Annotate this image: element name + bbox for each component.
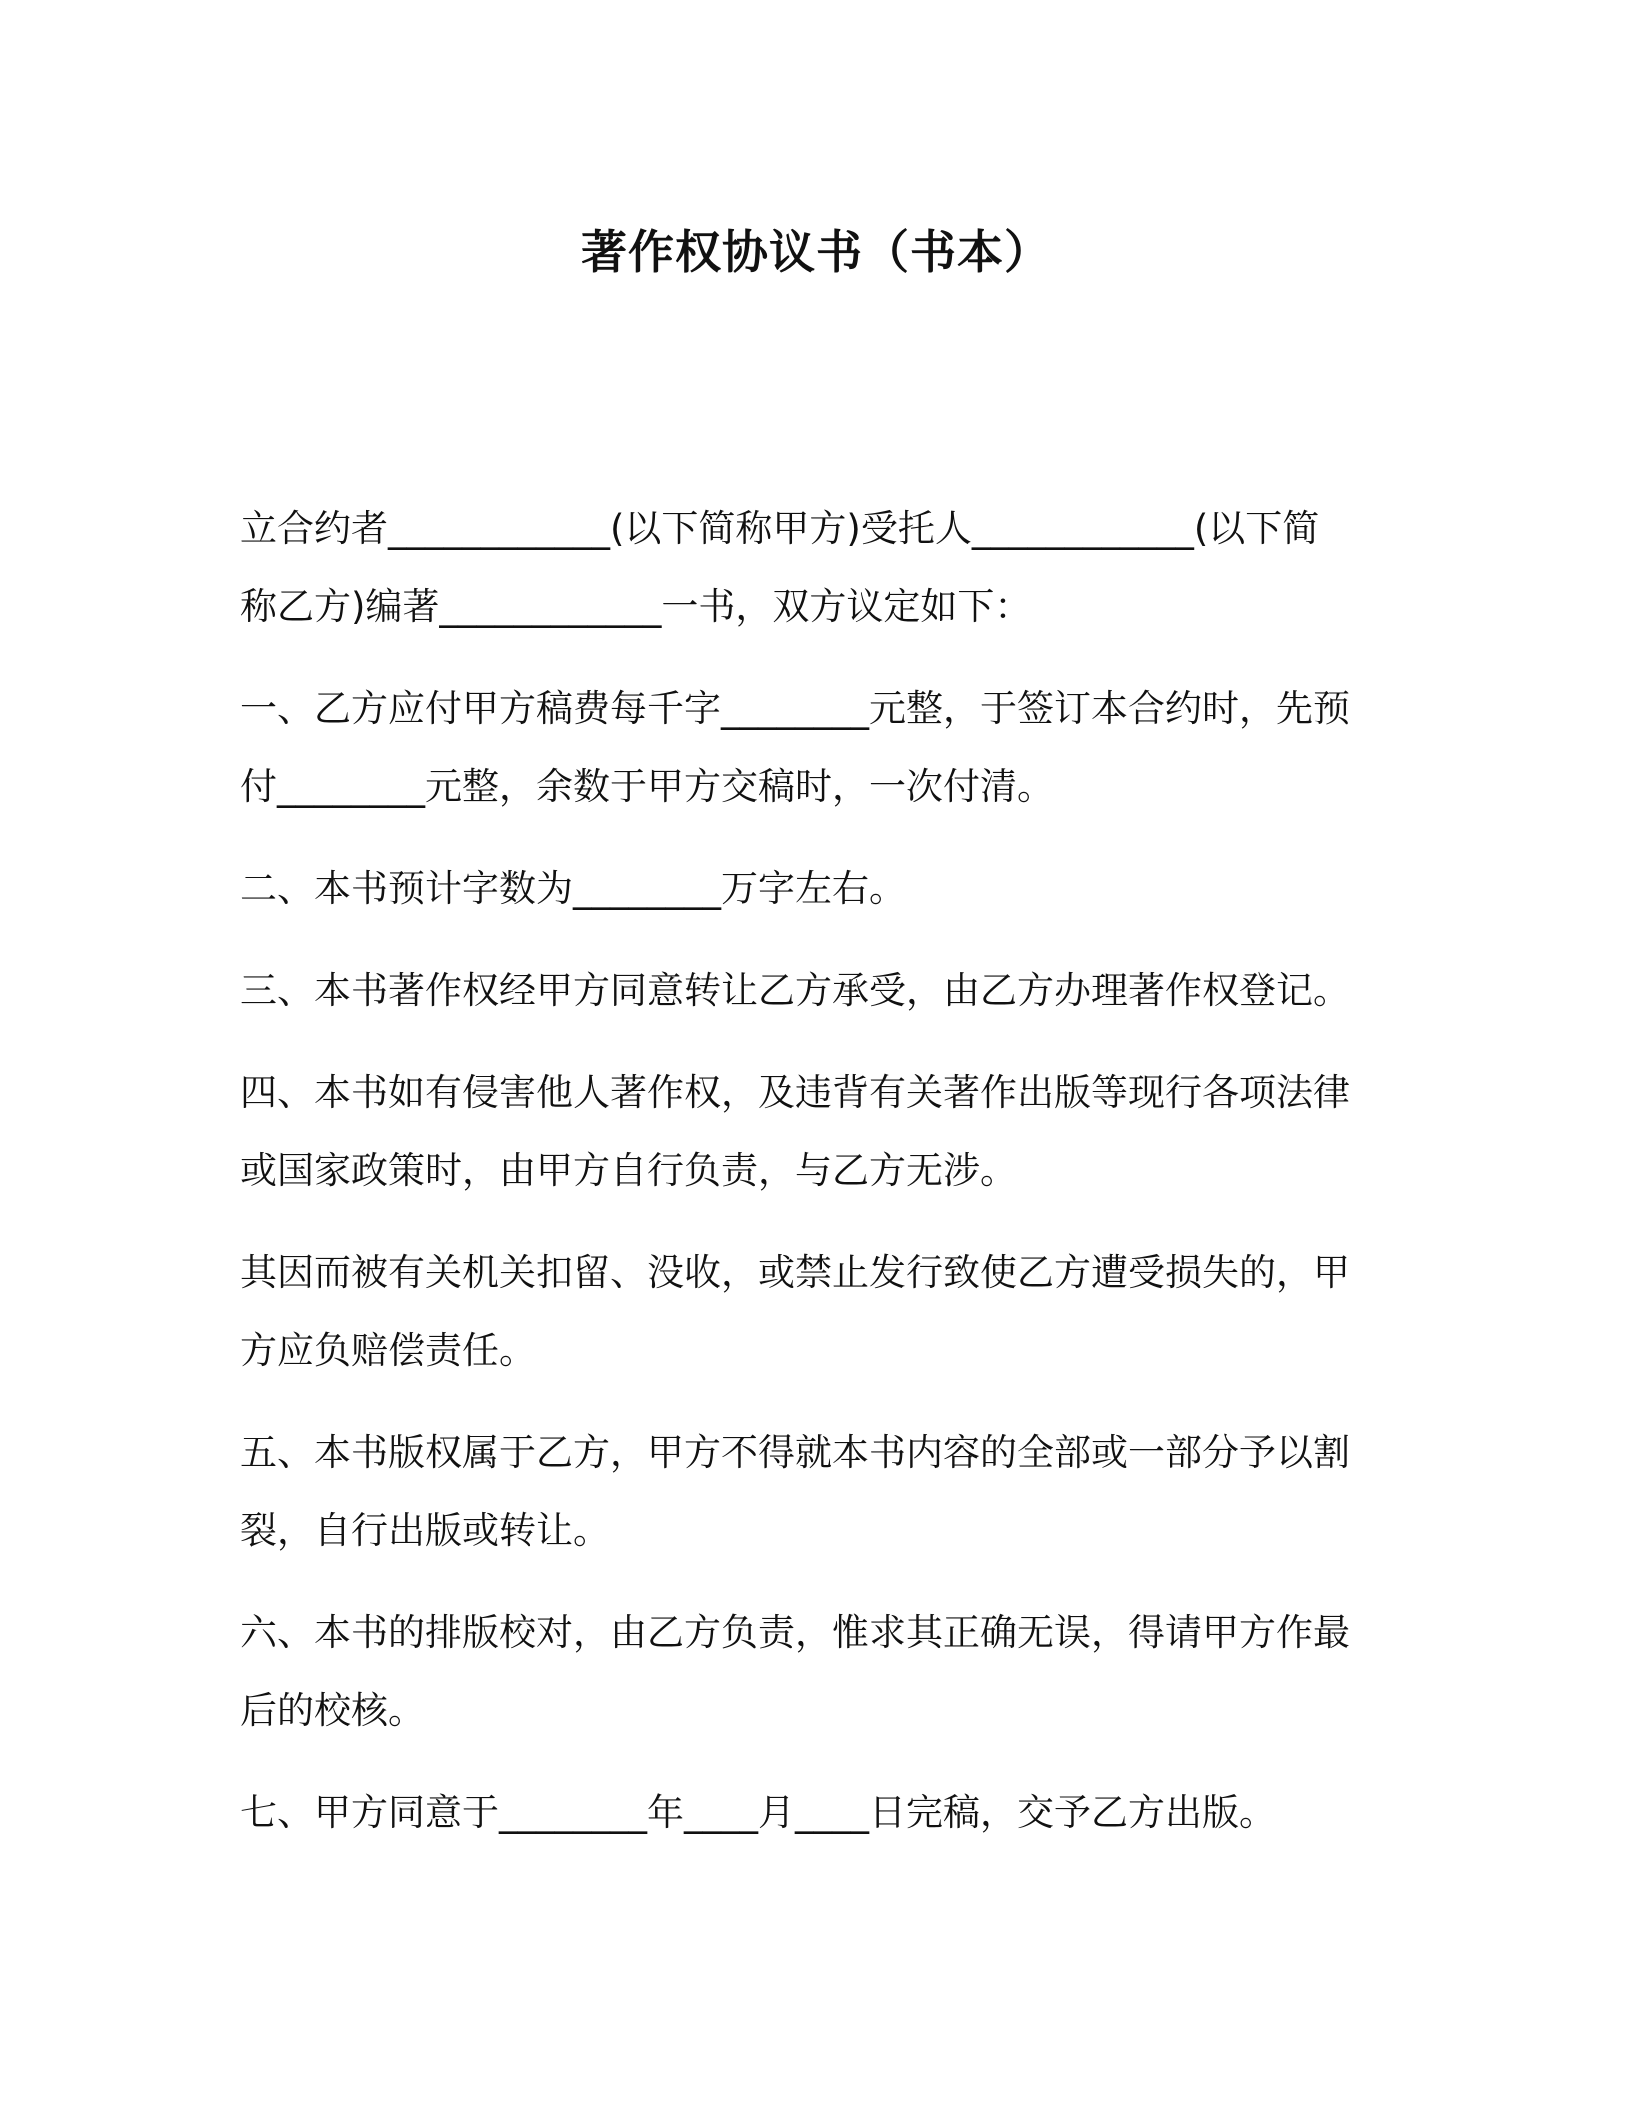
paragraph-clause-6 [240, 1594, 1400, 1750]
text-line: 五、本书版权属于乙方，甲方不得就本书内容的全部或一部分予以割 [240, 1431, 1350, 1474]
paragraph-preamble [240, 490, 1400, 646]
text-line: 一、乙方应付甲方稿费每千字________元整，于签订本合约时，先预 [240, 687, 1350, 730]
text-line: 方应负赔偿责任。 [240, 1329, 536, 1372]
paragraph-clause-4 [240, 1054, 1400, 1210]
text-line: 二、本书预计字数为________万字左右。 [240, 867, 906, 910]
text-line: 七、甲方同意于________年____月____日完稿，交予乙方出版。 [240, 1791, 1276, 1834]
text-line: 其因而被有关机关扣留、没收，或禁止发行致使乙方遭受损失的，甲 [240, 1251, 1350, 1294]
paragraph-clause-1 [240, 670, 1400, 826]
text-line: 付________元整，余数于甲方交稿时，一次付清。 [240, 765, 1054, 808]
document-title: 著作权协议书（书本） [581, 225, 1051, 279]
paragraph-clause-5 [240, 1414, 1400, 1570]
document-body [240, 490, 1400, 1876]
text-line: 称乙方)编著____________一书，双方议定如下： [240, 585, 1032, 628]
text-line: 立合约者____________(以下简称甲方)受托人____________(以下简 [240, 507, 1320, 550]
text-line: 裂，自行出版或转让。 [240, 1509, 610, 1552]
text-line: 三、本书著作权经甲方同意转让乙方承受，由乙方办理著作权登记。 [240, 969, 1350, 1012]
paragraph-clause-3 [240, 952, 1400, 1030]
text-line: 后的校核。 [240, 1689, 425, 1732]
text-line: 六、本书的排版校对，由乙方负责，惟求其正确无误，得请甲方作最 [240, 1611, 1350, 1654]
paragraph-clause-4-cont [240, 1234, 1400, 1390]
paragraph-clause-2 [240, 850, 1400, 928]
text-line: 四、本书如有侵害他人著作权，及违背有关著作出版等现行各项法律 [240, 1071, 1350, 1114]
paragraph-clause-7 [240, 1774, 1400, 1852]
text-line: 或国家政策时，由甲方自行负责，与乙方无涉。 [240, 1149, 1017, 1192]
